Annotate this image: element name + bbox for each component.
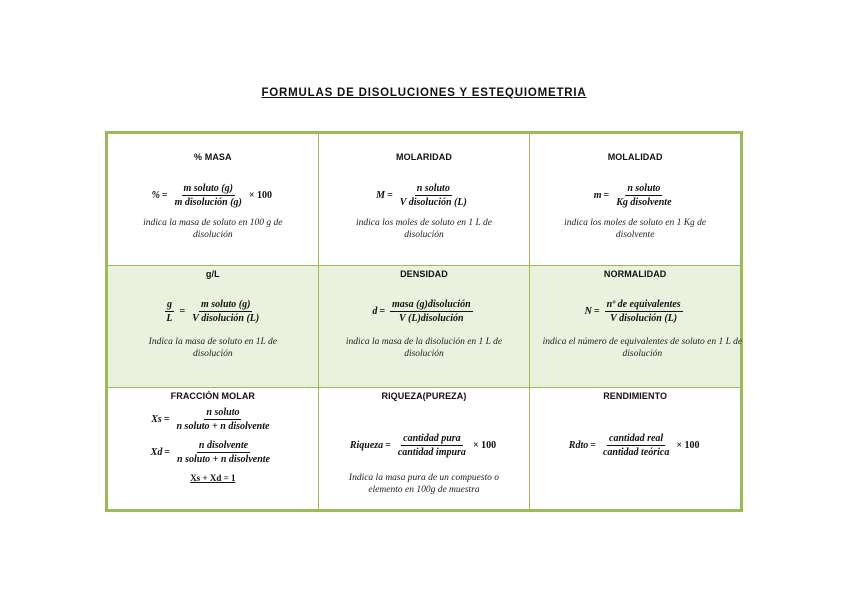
formula-numerator: masa (g)disolución	[392, 299, 471, 311]
formula-lhs: Xd	[150, 446, 163, 458]
formula-multiplier: × 100	[676, 439, 700, 451]
formula-denominator: n soluto + n disolvente	[176, 420, 270, 432]
cell-header: MOLARIDAD	[396, 152, 452, 162]
formula-denominator: V disolución (L)	[610, 313, 678, 325]
document-title: FORMULAS DE DISOLUCIONES Y ESTEQUIOMETRIA	[261, 87, 587, 99]
cell-header: MOLALIDAD	[607, 152, 663, 162]
cell-header: FRACCIÓN MOLAR	[170, 390, 256, 401]
formula-xd: Xd = $\frac{\text{n disolvente}}{\text{n soluto + n disolvente}}$	[150, 439, 270, 465]
formula-lhs: d	[372, 306, 378, 318]
formula: m = $\frac{\text{n soluto}}{\text{Kg disolvente}}$	[593, 183, 672, 208]
cell-header: DENSIDAD	[400, 269, 448, 280]
formula: d = $\frac{\text{masa (g)disolución}}{\text{V (L)disolución}}$	[372, 299, 471, 325]
formulas-table	[105, 131, 743, 512]
formula-lhs: Xs	[151, 413, 162, 425]
cell-description: indica el número de equivalentes de soluto en 1 L de disolución	[542, 337, 743, 360]
formula-denominator: Kg disolvente	[616, 197, 672, 208]
cell-masa	[107, 133, 319, 266]
formula-numerator: n soluto	[416, 183, 450, 194]
cell-description: indica la masa de soluto en 100 g de disolución	[143, 218, 283, 240]
cell-description: indica los moles de soluto en 1 Kg de disolvente	[564, 218, 707, 240]
formula-lhs: M	[376, 190, 386, 201]
cell-description: Indica la masa pura de un compuesto o elemento en 100g de muestra	[348, 472, 500, 495]
formula-xs: Xs = $\frac{\text{n soluto}}{\text{n soluto + n disolvente}}$	[151, 406, 270, 432]
formula-lhs: Riqueza	[349, 439, 384, 451]
cell-header: % MASA	[194, 152, 232, 162]
sum-identity: Xs + Xd = 1	[190, 472, 236, 483]
formula-multiplier: × 100	[472, 439, 497, 451]
formula-denominator: m disolución (g)	[174, 197, 242, 208]
formula-numerator: cantidad real	[609, 432, 664, 444]
cell-molaridad	[318, 133, 530, 266]
table-row	[107, 387, 742, 510]
cell-riqueza	[318, 387, 530, 510]
cell-molalidad	[530, 133, 742, 266]
table-row	[107, 266, 742, 387]
cell-description: indica la masa de la disolución en 1 L de disolución	[345, 337, 503, 360]
formula-numerator: n disolvente	[198, 439, 249, 451]
formula-denominator: cantidad teórica	[602, 446, 670, 458]
table-row	[107, 133, 742, 266]
cell-densidad	[318, 266, 530, 387]
formula-numerator: nº de equivalentes	[606, 299, 681, 311]
formula-lhs: m	[593, 190, 602, 201]
cell-fraccion-molar	[107, 387, 319, 510]
formula: M = $\frac{\text{n soluto}}{\text{V disolución (L)}}$	[376, 183, 467, 208]
formula-multiplier: × 100	[248, 190, 273, 201]
formula-denominator: V disolución (L)	[192, 313, 260, 325]
formula: Riqueza = $\frac{\text{cantidad pura}}{\text{cantidad impura}}$ × 100	[349, 432, 497, 458]
formula-numerator: cantidad pura	[403, 432, 461, 444]
formula: $\frac{g}{L}$ = $\frac{\text{m soluto (g)}}{\text{V disolución (L)}}$	[166, 299, 260, 325]
formula-denominator: cantidad impura	[397, 446, 466, 458]
formula-numerator: n soluto	[627, 183, 661, 194]
formula-lhs: Rdto	[568, 439, 589, 451]
formula-lhs-numerator: g	[166, 299, 172, 311]
formula-lhs: N	[584, 306, 592, 318]
formula: N = $\frac{\text{nº de equivalentes}}{\text{V disolución (L)}}$	[584, 299, 681, 325]
formula: Rdto = $\frac{\text{cantidad real}}{\text{cantidad teórica}}$ × 100	[568, 432, 700, 458]
formula-numerator: m soluto (g)	[201, 299, 251, 311]
cell-header: NORMALIDAD	[603, 269, 667, 280]
cell-description: Indica la masa de soluto en 1L de disolución	[148, 337, 277, 360]
cell-gl	[107, 266, 319, 387]
formula-denominator: V disolución (L)	[399, 197, 467, 208]
cell-normalidad	[530, 266, 742, 387]
cell-rendimiento	[530, 387, 742, 510]
formula-numerator: m soluto (g)	[183, 183, 233, 194]
formula-denominator: V (L)disolución	[399, 313, 464, 325]
formula-lhs-denominator: L	[166, 313, 173, 325]
cell-header: g/L	[205, 269, 220, 280]
formula-numerator: n soluto	[206, 406, 240, 418]
formula-denominator: n soluto + n disolvente	[177, 453, 270, 465]
cell-header: RIQUEZA(PUREZA)	[381, 390, 467, 401]
cell-header: RENDIMIENTO	[603, 390, 668, 401]
formula: % = $\frac{\text{m soluto (g)}}{\text{m disolución (g)}}$ × 100	[151, 183, 273, 208]
cell-description: indica los moles de soluto en 1 L de disolución	[355, 218, 492, 240]
formula-lhs: %	[151, 190, 160, 201]
